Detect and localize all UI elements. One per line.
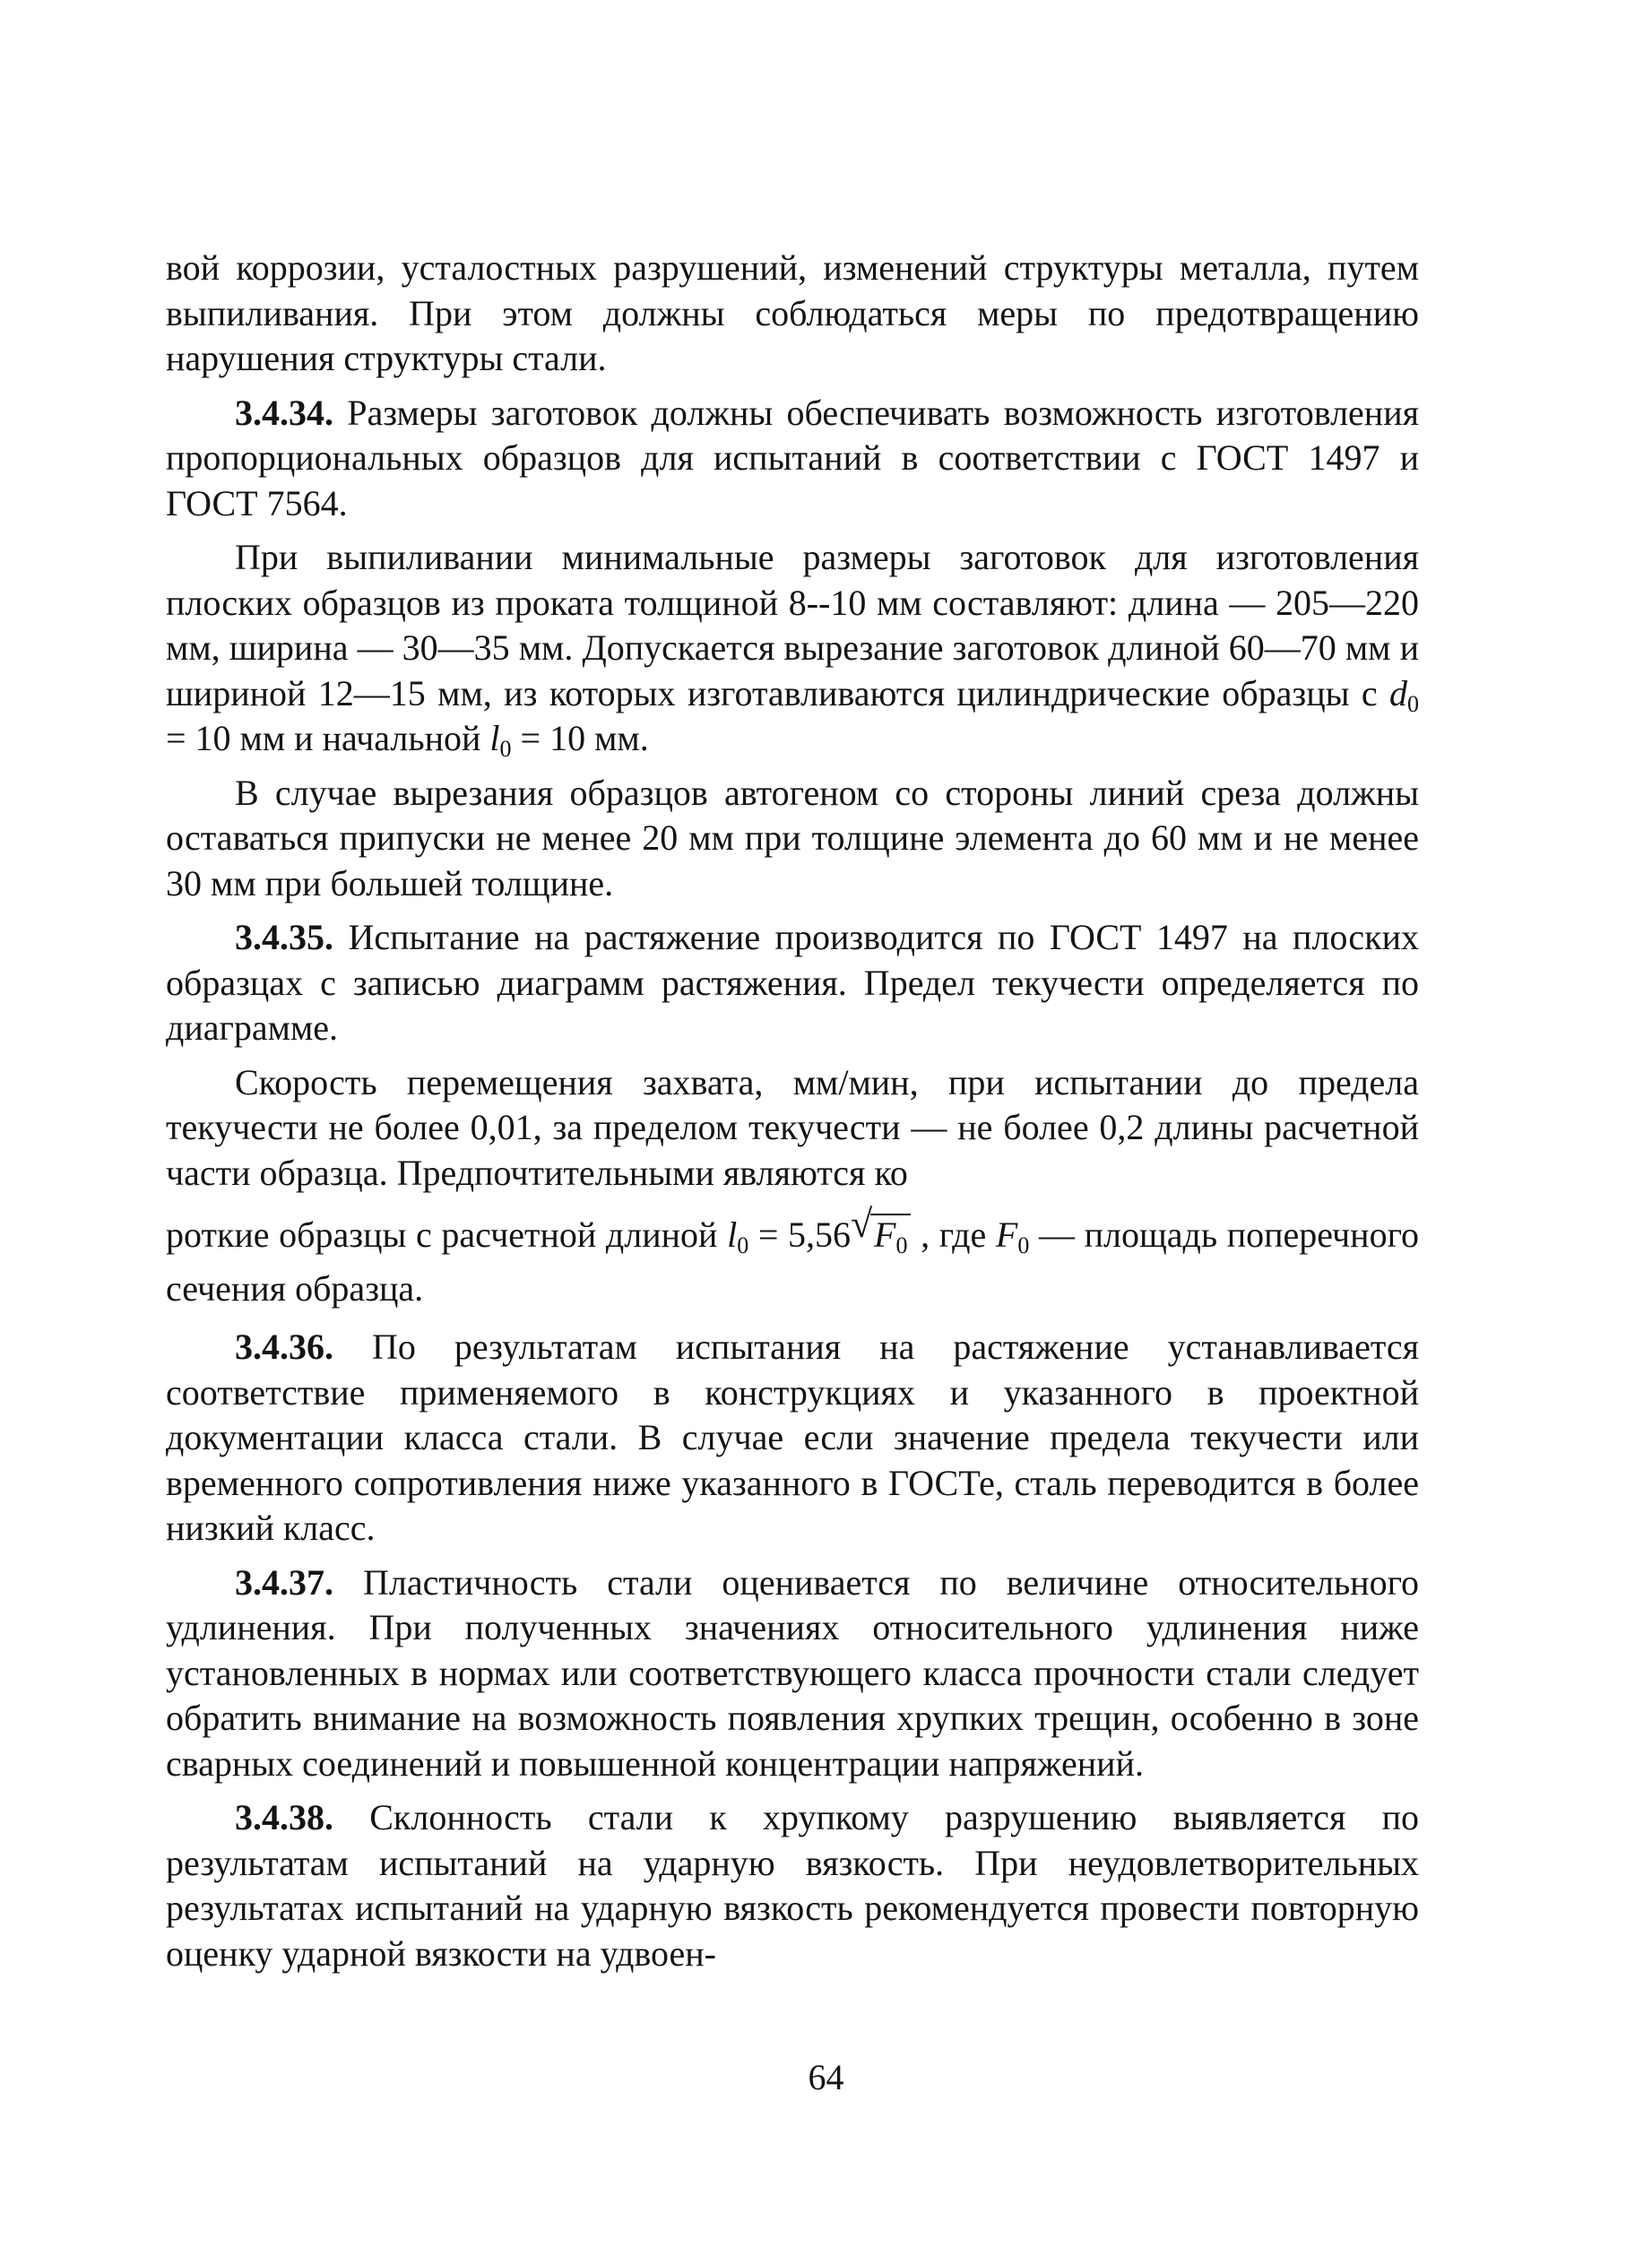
formula-coefficient: = 5,56 (748, 1214, 852, 1255)
paragraph-text: Размеры заготовок должны обеспечивать возможность изготовления пропорциональных образцов для испытаний в соответствии с ГОСТ 1497 и ГОСТ 7564. (166, 392, 1419, 523)
page-body (166, 246, 1419, 1976)
square-root (851, 1202, 911, 1262)
section-3-4-36 (166, 1325, 1419, 1552)
paragraph-text: В случае вырезания образцов автогеном со стороны линий среза должны оставаться припуски не менее 20 мм при толщине элемента до 60 мм и не менее 30 мм при большей толщине. (166, 772, 1419, 903)
paragraph-text: Испытание на растяжение производится по ГОСТ 1497 на плоских образцах с записью диаграмм растяжения. Предел текучести определяется по диаграмме. (166, 917, 1419, 1048)
paragraph-grip-speed (166, 1060, 1419, 1197)
paragraph-continuation (166, 246, 1419, 382)
paragraph-text: При выпиливании минимальные размеры заготовок для изготовления плоских образцов из проката толщиной 8--10 мм составляют: длина — 205—220 мм, ширина — 30—35 мм. Допускается вырезание заготовок длиной 60—70 мм и шириной 12—15 мм, из которых изготавливаются цилиндрические образцы с (166, 537, 1419, 713)
section-3-4-37 (166, 1560, 1419, 1787)
subscript: 0 (1407, 690, 1419, 717)
radical-sign-icon: √ (851, 1202, 873, 1246)
variable-F: F (995, 1214, 1018, 1255)
section-number: 3.4.38. (235, 1797, 333, 1837)
paragraph-text: роткие образцы с расчетной длиной (166, 1214, 728, 1255)
paragraph-cutting-sizes (166, 535, 1419, 762)
subscript: 0 (895, 1232, 908, 1258)
section-number: 3.4.35. (235, 917, 333, 957)
paragraph-text: = 10 мм. (511, 718, 649, 758)
section-3-4-35 (166, 915, 1419, 1051)
subscript: 0 (1017, 1232, 1030, 1258)
page-number: 64 (808, 2057, 844, 2097)
paragraph-text: Пластичность стали оценивается по величине относительного удлинения. При полученных значениях относительного удлинения ниже установленных в нормах или соответствующего класса прочности стали следует обратить внимание на возможность появления хрупких трещин, особенно в зоне сварных соединений и повышенной концентрации напряжений. (166, 1561, 1419, 1784)
subscript: 0 (499, 736, 512, 762)
paragraph-formula (166, 1202, 1419, 1316)
variable-F: F (874, 1214, 896, 1255)
paragraph-text: — площадь поперечного сечения образца. (166, 1214, 1419, 1309)
section-3-4-38 (166, 1795, 1419, 1976)
paragraph-text: По результатам испытания на растяжение устанавливается соответствие применяемого в конструкциях и указанного в проектной документации класса стали. В случае если значение предела текучести или временного сопротивления ниже указанного в ГОСТе, сталь переводится в более низкий класс. (166, 1327, 1419, 1548)
variable-d: d (1389, 672, 1407, 713)
section-number: 3.4.36. (235, 1327, 333, 1367)
paragraph-text: = 10 мм и начальной (166, 718, 490, 758)
section-number: 3.4.37. (235, 1561, 333, 1603)
formula-l0 (727, 1202, 911, 1258)
paragraph-text: Скорость перемещения захвата, мм/мин, при испытании до предела текучести не более 0,01, за пределом текучести — не более 0,2 длины расчетной части образца. Предпочтительными являются ко (166, 1061, 1419, 1193)
variable-l: l (489, 718, 500, 758)
radicand (870, 1214, 911, 1258)
paragraph-text: вой коррозии, усталостных разрушений, изменений структуры металла, путем выпиливания. При этом должны соблюдаться меры по предотвращению нарушения структуры стали. (166, 247, 1419, 378)
subscript: 0 (737, 1232, 749, 1258)
section-3-4-34 (166, 391, 1419, 527)
paragraph-text: Склонность стали к хрупкому разрушению выявляется по результатам испытаний на ударную вязкость. При неудовлетворительных результатах испытаний на ударную вязкость рекомендуется провести повторную оценку ударной вязкости на удвоен- (166, 1797, 1419, 1974)
variable-l: l (727, 1214, 738, 1255)
paragraph-autogen-cutting (166, 771, 1419, 907)
paragraph-text: , где (911, 1214, 996, 1255)
section-number: 3.4.34. (235, 392, 333, 433)
